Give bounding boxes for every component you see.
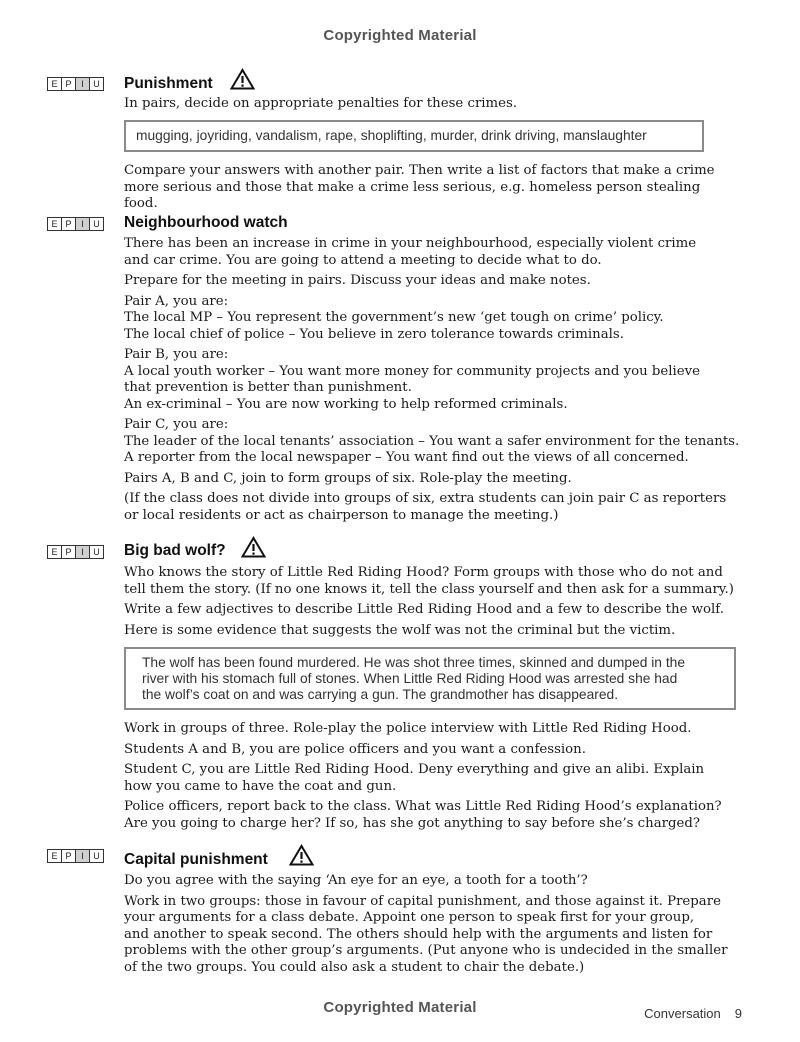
section-paragraph: Do you agree with the saying ‘An eye for an eye, a tooth for a tooth’? — [124, 873, 588, 888]
section-paragraph: Pair A, you are: The local MP – You represent the government’s new ‘get tough on crime’ policy. The local chief of police – You believe in zero tolerance towards criminals. — [124, 293, 664, 342]
section-title: Big bad wolf? — [124, 542, 226, 559]
section-paragraph: Pairs A, B and C, join to form groups of six. Role-play the meeting. — [124, 470, 572, 486]
level-indicator — [47, 545, 103, 559]
level-p: P — [61, 77, 76, 91]
section-paragraph: (If the class does not divide into groups of six, extra students can join pair C as reporters or local residents or act as chairperson to manage the meeting.) — [124, 491, 727, 523]
header-copyright: Copyrighted Material — [323, 27, 477, 44]
warning-icon — [241, 536, 266, 558]
level-p: P — [61, 545, 76, 559]
level-e: E — [47, 545, 62, 559]
section-paragraph: Compare your answers with another pair. Then write a list of factors that make a crime more serious and those that make a crime less serious, e.g. homeless person stealing food. — [124, 163, 715, 211]
warning-icon — [230, 68, 255, 90]
level-u: U — [89, 77, 104, 91]
page-footer — [644, 1006, 742, 1021]
section-paragraph: There has been an increase in crime in your neighbourhood, especially violent crime and car crime. You are going to attend a meeting to decide what to do. — [124, 236, 697, 268]
level-indicator — [47, 77, 103, 91]
level-i: I — [75, 545, 90, 559]
section-paragraph: Work in groups of three. Role-play the police interview with Little Red Riding Hood. — [124, 721, 692, 736]
section-title: Capital punishment — [124, 851, 268, 868]
section-paragraph: Student C, you are Little Red Riding Hood. Deny everything and give an alibi. Explain how you came to have the coat and gun. — [124, 762, 705, 794]
crimes-box: mugging, joyriding, vandalism, rape, shoplifting, murder, drink driving, manslaughter — [124, 120, 704, 152]
section-paragraph: Who knows the story of Little Red Riding Hood? Form groups with those who do not and tell them the story. (If no one knows it, tell the class yourself and then ask for a summary.) — [124, 565, 734, 597]
section-paragraph: Pair C, you are: The leader of the local tenants’ association – You want a safer environment for the tenants. A reporter from the local newspaper – You want find out the views of all concerned. — [124, 417, 740, 465]
level-e: E — [47, 849, 62, 863]
level-p: P — [61, 849, 76, 863]
section-paragraph: Students A and B, you are police officers and you want a confession. — [124, 741, 586, 757]
footer-copyright: Copyrighted Material — [323, 999, 477, 1016]
section-paragraph: Here is some evidence that suggests the wolf was not the criminal but the victim. — [124, 622, 676, 638]
section-paragraph: Pair B, you are: A local youth worker – You want more money for community projects and you believe that prevention is better than punishment. An ex-criminal – You are now working to help reformed criminals. — [124, 347, 701, 412]
section-intro: In pairs, decide on appropriate penalties for these crimes. — [124, 96, 518, 111]
level-i: I — [75, 849, 90, 863]
section-paragraph: Work in two groups: those in favour of capital punishment, and those against it. Prepare your arguments for a class debate. Appoint one person to speak first for your group, and another to speak second. The others should help with the arguments and listen for problems with the other group’s arguments. (Put anyone who is undecided in the smaller of the two groups. You could also ask a student to chair the debate.) — [124, 893, 728, 975]
section-title: Punishment — [124, 75, 213, 92]
footer-section-name: Conversation — [644, 1006, 721, 1021]
warning-icon — [289, 844, 314, 866]
level-i: I — [75, 77, 90, 91]
level-e: E — [47, 217, 62, 231]
level-u: U — [89, 217, 104, 231]
level-u: U — [89, 849, 104, 863]
level-i: I — [75, 217, 90, 231]
page-number: 9 — [734, 1006, 742, 1021]
level-e: E — [47, 77, 62, 91]
level-indicator — [47, 217, 103, 231]
level-u: U — [89, 545, 104, 559]
level-p: P — [61, 217, 76, 231]
evidence-box: The wolf has been found murdered. He was shot three times, skinned and dumped in the river with his stomach full of stones. When Little Red Riding Hood was arrested she had the wolf’s coat on and was carrying a gun. The grandmother has disappeared. — [124, 647, 736, 710]
section-paragraph: Police officers, report back to the class. What was Little Red Riding Hood’s explanation? Are you going to charge her? If so, has she got anything to say before she’s charged? — [124, 799, 722, 831]
section-paragraph: Prepare for the meeting in pairs. Discuss your ideas and make notes. — [124, 273, 591, 288]
level-indicator — [47, 849, 103, 863]
section-paragraph: Write a few adjectives to describe Little Red Riding Hood and a few to describe the wolf. — [124, 602, 724, 617]
section-title: Neighbourhood watch — [124, 214, 288, 231]
